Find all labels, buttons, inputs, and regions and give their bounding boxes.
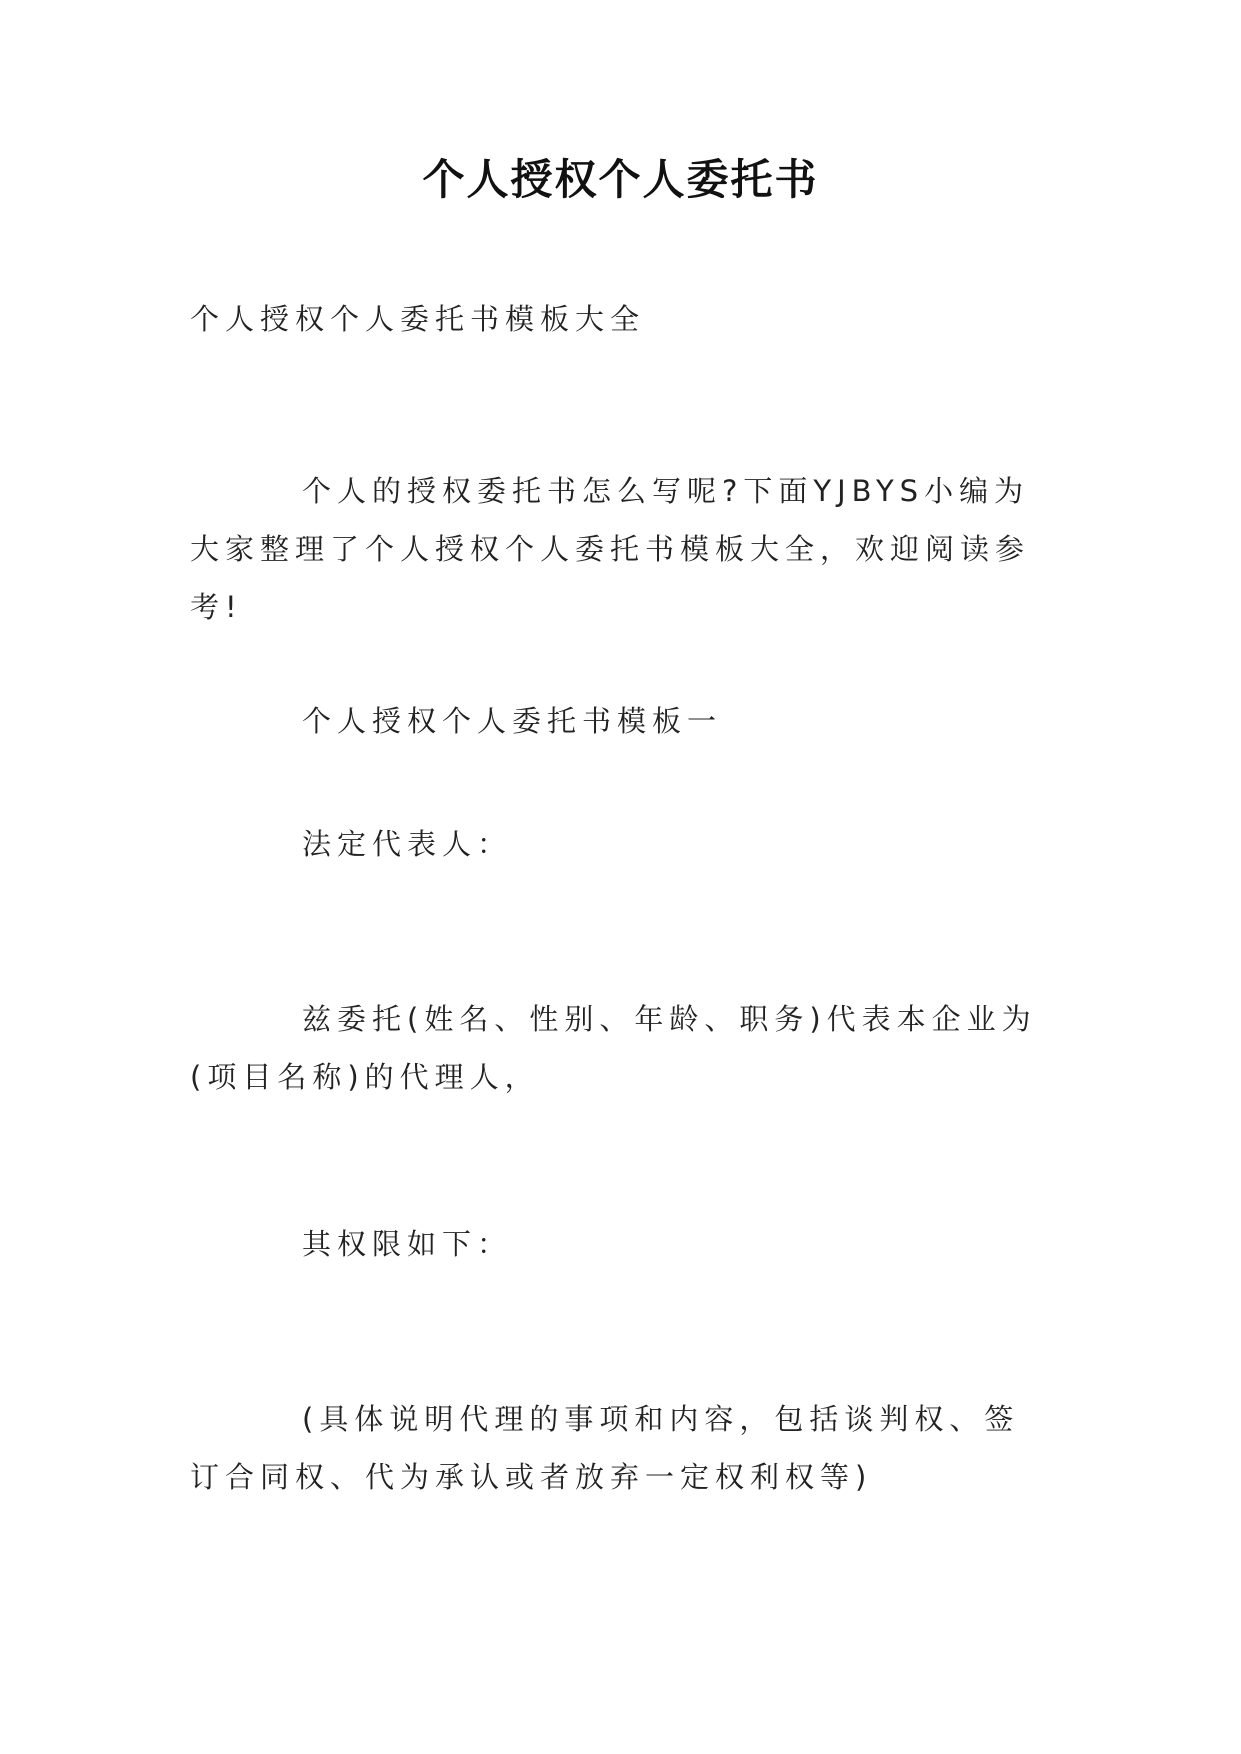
intro-paragraph: 个人的授权委托书怎么写呢?下面YJBYS小编为大家整理了个人授权个人委托书模板大全，欢迎阅读参考! <box>190 474 1031 624</box>
template-heading: 个人授权个人委托书模板一 <box>302 704 723 738</box>
powers-heading: 其权限如下： <box>302 1227 513 1261</box>
powers-detail-paragraph: (具体说明代理的事项和内容，包括谈判权、签订合同权、代为承认或者放弃一定权利权等) <box>190 1402 1020 1494</box>
entrust-paragraph: 兹委托(姓名、性别、年龄、职务)代表本企业为(项目名称)的代理人， <box>190 1002 1037 1094</box>
document-subtitle: 个人授权个人委托书模板大全 <box>190 302 646 336</box>
document-title: 个人授权个人委托书 <box>422 155 819 204</box>
legal-representative-line: 法定代表人： <box>302 827 513 861</box>
